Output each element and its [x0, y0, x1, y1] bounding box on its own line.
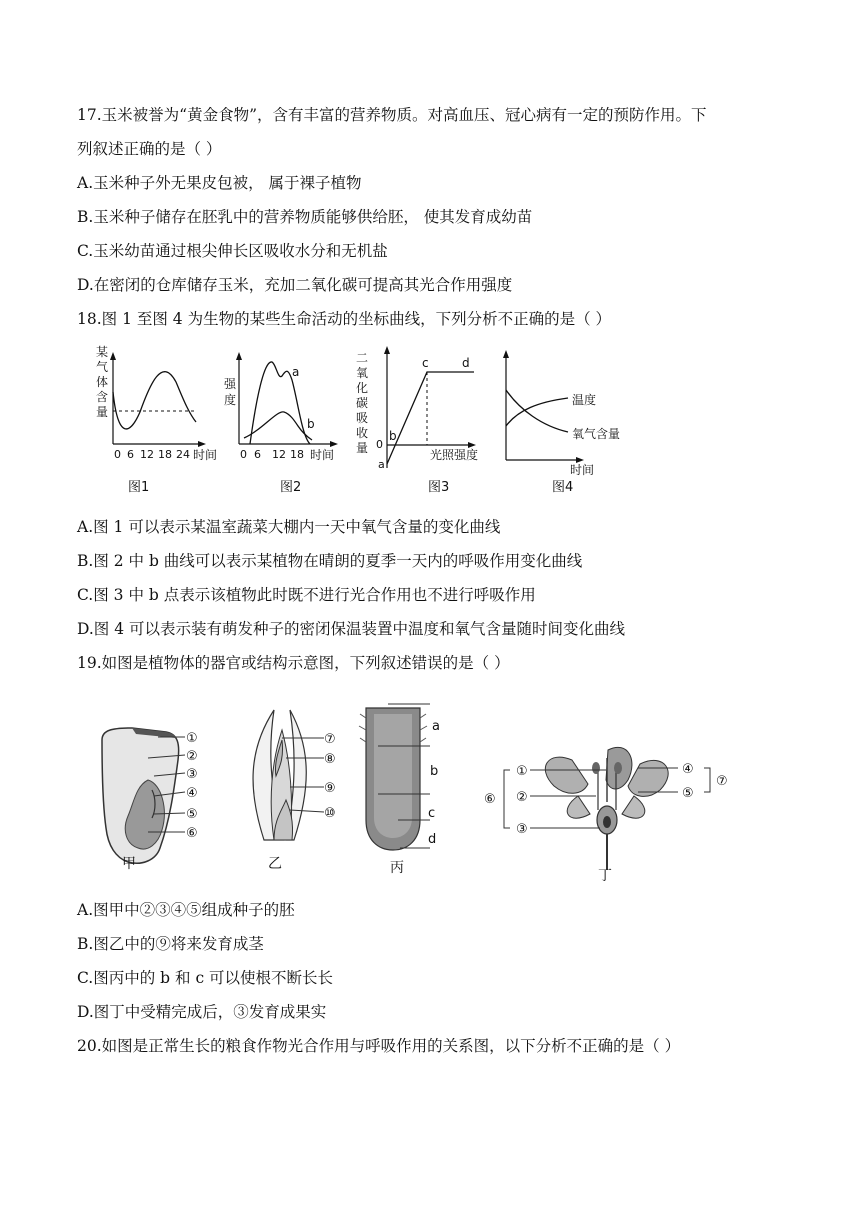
- figure-ding-flower: [478, 740, 748, 885]
- jia-label: ②: [186, 749, 198, 764]
- figure-3: [352, 340, 492, 500]
- figure-jia-seed: [92, 720, 222, 880]
- q19-option-b: B.图乙中的⑨将来发育成茎: [77, 935, 264, 953]
- bing-caption: 丙: [390, 860, 404, 876]
- q17-stem-line1: 17.玉米被誉为“黄金食物”，含有丰富的营养物质。对高血压、冠心病有一定的预防作用。下: [77, 106, 707, 124]
- q17-option-c: C.玉米幼苗通过根尖伸长区吸收水分和无机盐: [77, 242, 388, 260]
- svg-text:度: 度: [224, 393, 237, 407]
- svg-text:气: 气: [96, 360, 109, 374]
- fig2-curve-a: [250, 362, 310, 444]
- fig3-ylabel: [356, 351, 368, 455]
- ding-caption: 丁: [598, 868, 612, 884]
- jia-label: ③: [186, 767, 198, 782]
- q20-stem: 20.如图是正常生长的粮食作物光合作用与呼吸作用的关系图，以下分析不正确的是（ ）: [77, 1037, 681, 1055]
- figure-2: [222, 340, 347, 500]
- fig2-label-b: b: [307, 417, 315, 431]
- fig1-ylabel: [96, 345, 108, 419]
- yi-label: ⑨: [324, 781, 336, 796]
- q17-option-b: B.玉米种子储存在胚乳中的营养物质能够供给胚， 使其发育成幼苗: [77, 208, 533, 226]
- jia-label: ⑥: [186, 826, 198, 841]
- fig2-xtick: 18: [290, 448, 304, 461]
- fig1-xlabel: 时间: [193, 448, 218, 462]
- fig2-xtick: 12: [272, 448, 286, 461]
- fig3-point-b: b: [389, 429, 397, 443]
- q19-stem: 19.如图是植物体的器官或结构示意图，下列叙述错误的是（ ）: [77, 654, 510, 672]
- yi-label: ⑩: [324, 806, 336, 821]
- fig1-xtick: 18: [158, 448, 172, 461]
- figure-1: [92, 340, 218, 500]
- svg-text:收: 收: [356, 426, 369, 440]
- q18-option-c: C.图 3 中 b 点表示该植物此时既不进行光合作用也不进行呼吸作用: [77, 586, 536, 604]
- yi-label: ⑦: [324, 732, 336, 747]
- fig4-curve-oxygen: [506, 390, 568, 432]
- fig1-xtick: 24: [176, 448, 190, 461]
- svg-text:氧: 氧: [356, 366, 369, 380]
- bing-label: a: [432, 719, 440, 734]
- fig1-curve: [113, 372, 196, 429]
- ding-label: ④: [682, 762, 694, 777]
- ding-label: ⑦: [716, 774, 728, 789]
- fig3-origin: 0: [376, 438, 383, 451]
- svg-text:体: 体: [96, 375, 109, 389]
- figure-yi-bud: [234, 700, 354, 885]
- fig3-point-c: c: [422, 356, 429, 370]
- svg-text:化: 化: [356, 381, 369, 395]
- fig2-xlabel: 时间: [310, 448, 335, 462]
- fig2-ylabel: 强: [224, 377, 237, 391]
- fig3-point-d: d: [462, 356, 470, 370]
- q19-option-d: D.图丁中受精完成后，③发育成果实: [77, 1003, 327, 1021]
- bing-label: d: [428, 832, 437, 847]
- fig1-xtick: 6: [127, 448, 134, 461]
- yi-label: ⑧: [324, 752, 336, 767]
- fig2-label-a: a: [292, 365, 300, 379]
- q18-stem: 18.图 1 至图 4 为生物的某些生命活动的坐标曲线，下列分析不正确的是（ ）: [77, 310, 612, 328]
- q19-option-a: A.图甲中②③④⑤组成种子的胚: [77, 901, 295, 919]
- bing-label: b: [430, 764, 439, 779]
- fig4-label-temperature: 温度: [572, 393, 597, 407]
- ding-label: ⑤: [682, 786, 694, 801]
- fig2-caption: 图2: [280, 480, 302, 495]
- jia-label: ⑤: [186, 807, 198, 822]
- fig3-xlabel: 光照强度: [430, 448, 479, 462]
- jia-caption: 甲: [122, 856, 136, 872]
- fig4-caption: 图4: [552, 480, 574, 495]
- figure-bing-root-tip: [358, 700, 458, 880]
- svg-text:某: 某: [96, 345, 109, 359]
- q18-option-b: B.图 2 中 b 曲线可以表示某植物在晴朗的夏季一天内的呼吸作用变化曲线: [77, 552, 583, 570]
- yi-caption: 乙: [268, 856, 282, 872]
- q17-stem-line2: 列叙述正确的是（ ）: [77, 140, 222, 158]
- fig4-label-oxygen: 氧气含量: [572, 427, 621, 441]
- svg-text:含: 含: [96, 390, 109, 404]
- fig2-xtick: 0: [240, 448, 247, 461]
- svg-text:量: 量: [96, 405, 109, 419]
- jia-label: ④: [186, 786, 198, 801]
- svg-text:碳: 碳: [356, 396, 369, 410]
- ding-label: ③: [516, 822, 528, 837]
- fig3-caption: 图3: [428, 480, 450, 495]
- ding-label: ②: [516, 790, 528, 805]
- jia-label: ①: [186, 731, 198, 746]
- ding-label: ①: [516, 764, 528, 779]
- svg-text:量: 量: [356, 441, 369, 455]
- bing-label: c: [428, 806, 436, 821]
- fig1-xtick: 0: [114, 448, 121, 461]
- fig2-xtick: 6: [254, 448, 261, 461]
- q18-option-d: D.图 4 可以表示装有萌发种子的密闭保温装置中温度和氧气含量随时间变化曲线: [77, 620, 626, 638]
- fig1-caption: 图1: [128, 480, 150, 495]
- fig1-xtick: 12: [140, 448, 154, 461]
- fig4-xlabel: 时间: [570, 463, 595, 477]
- q19-option-c: C.图丙中的 b 和 c 可以使根不断长长: [77, 969, 334, 987]
- svg-text:二: 二: [356, 351, 369, 365]
- q17-option-a: A.玉米种子外无果皮包被， 属于裸子植物: [77, 174, 362, 192]
- figure-4: [498, 340, 638, 500]
- ding-label: ⑥: [484, 792, 496, 807]
- q18-option-a: A.图 1 可以表示某温室蔬菜大棚内一天中氧气含量的变化曲线: [77, 518, 501, 536]
- svg-text:吸: 吸: [356, 411, 369, 425]
- q17-option-d: D.在密闭的仓库储存玉米，充加二氧化碳可提高其光合作用强度: [77, 276, 513, 294]
- fig3-point-a: a: [378, 458, 385, 471]
